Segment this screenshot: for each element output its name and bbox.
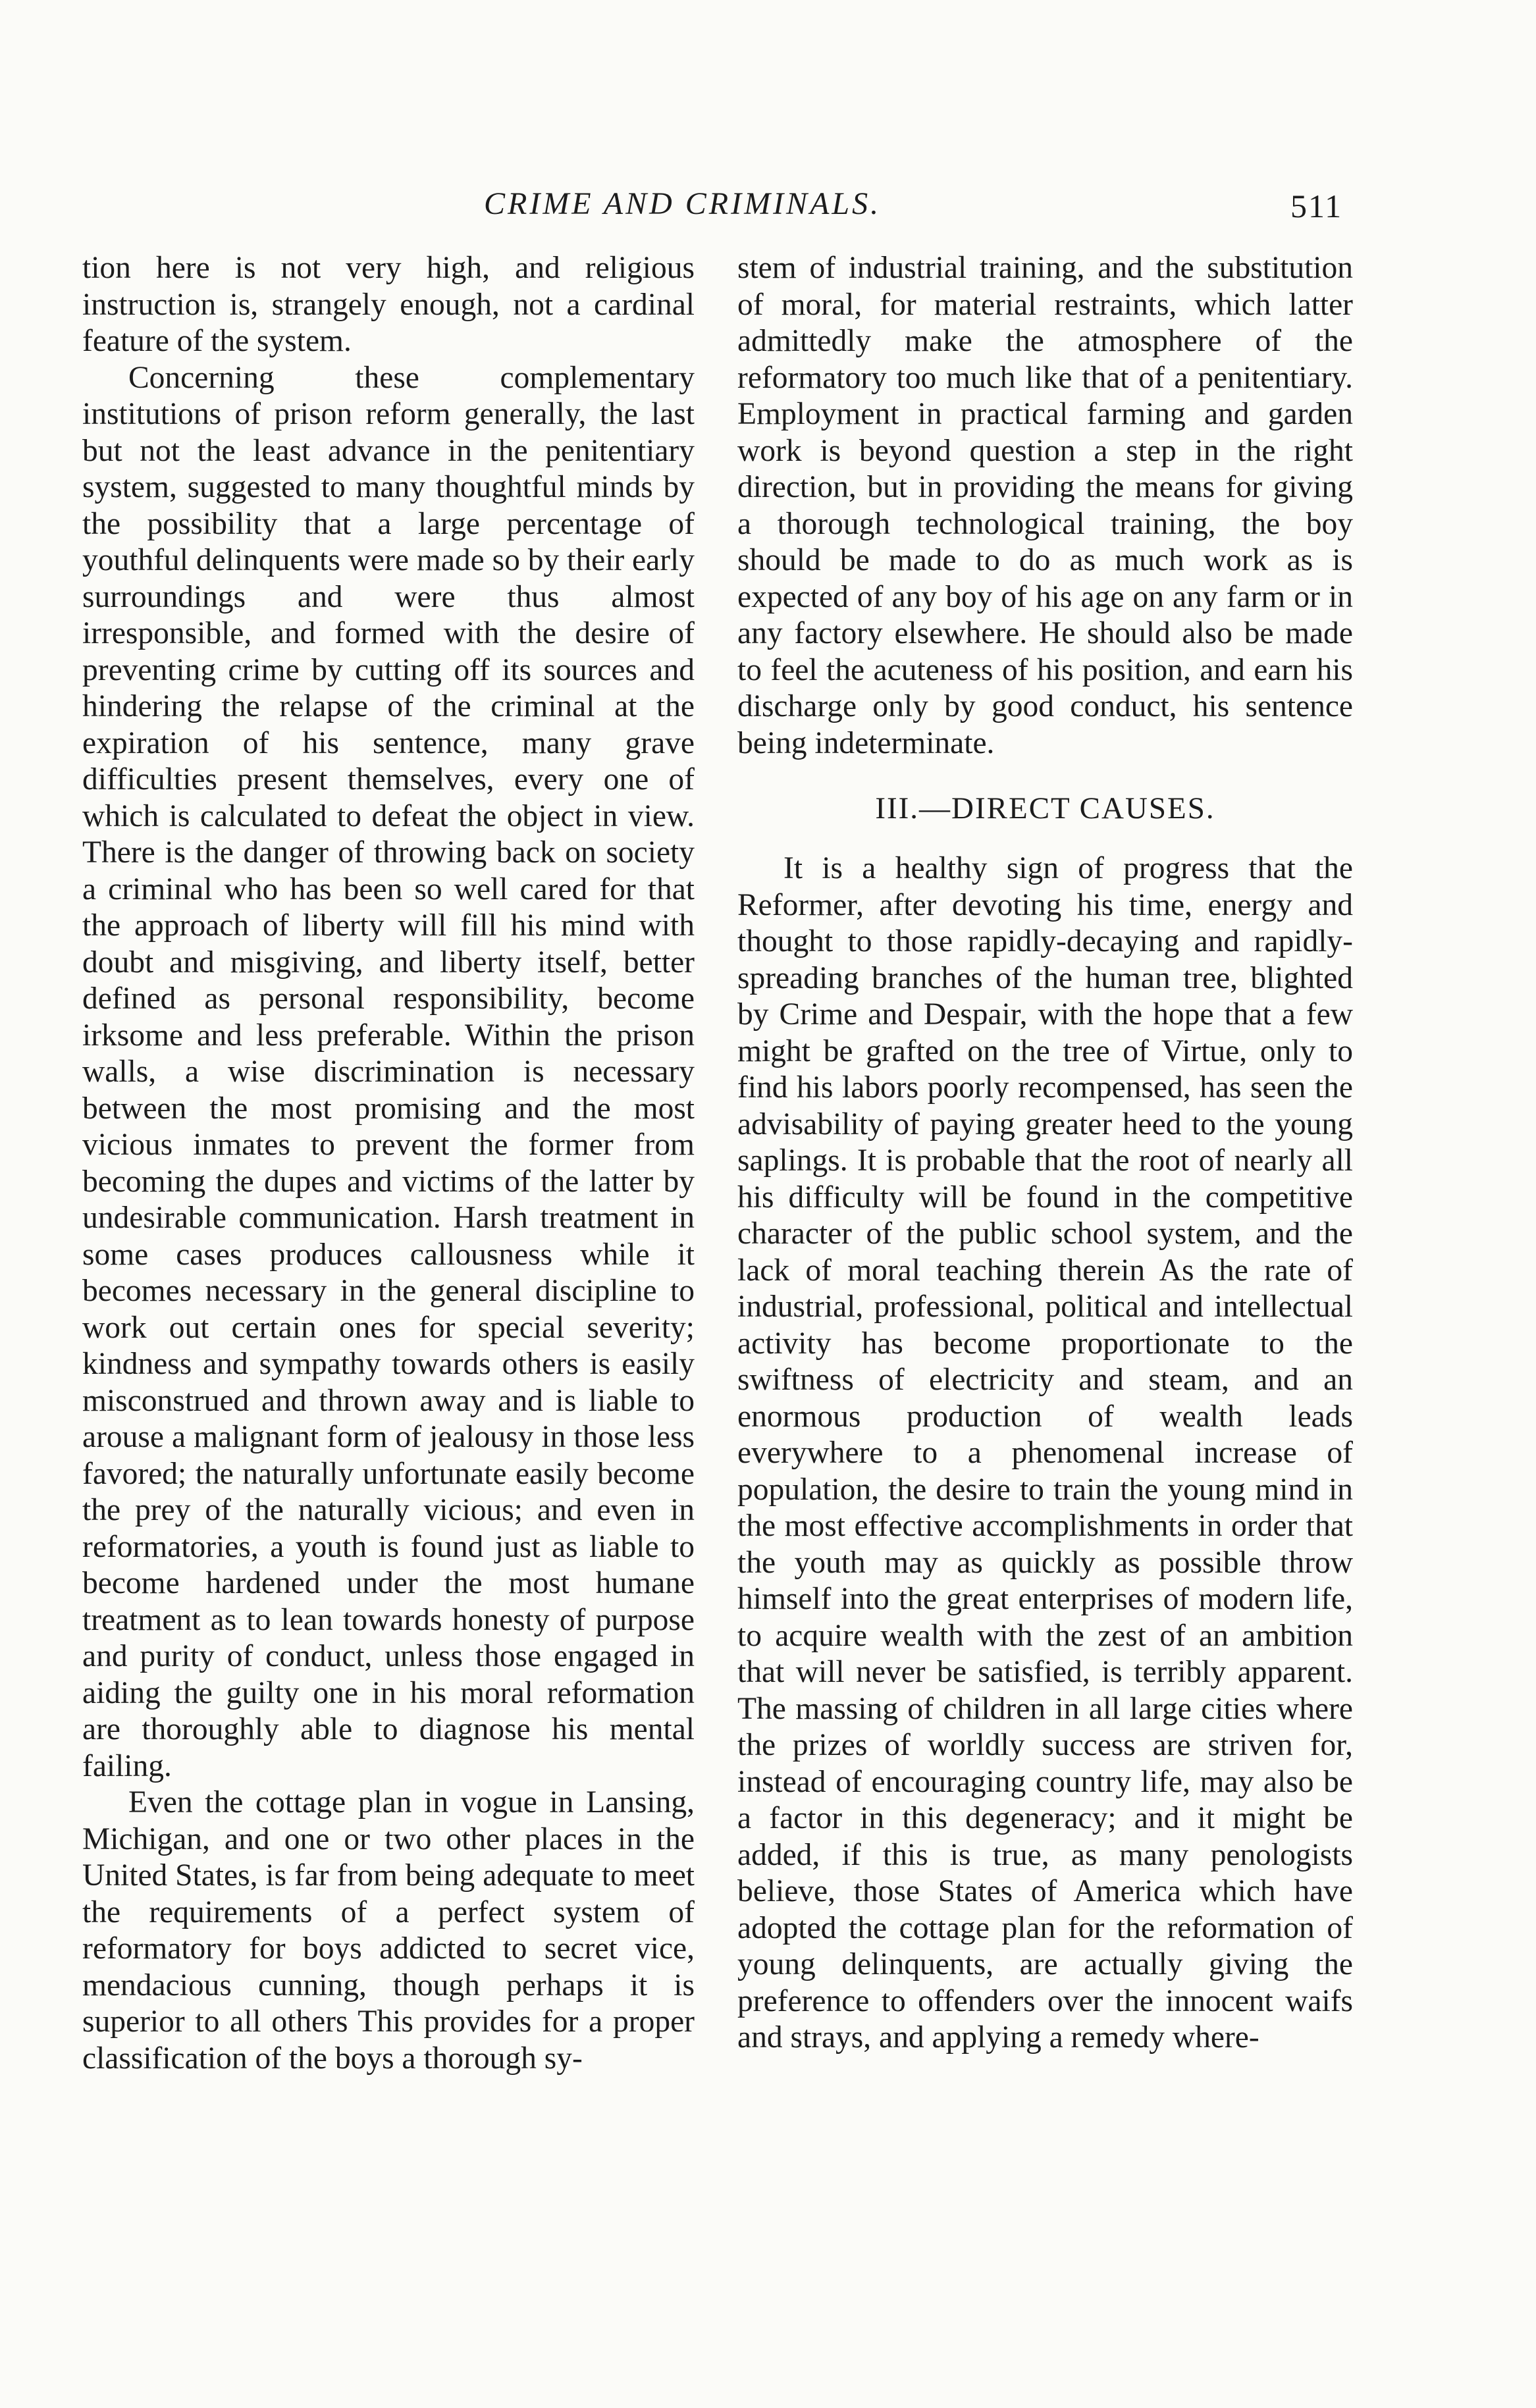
paragraph: Concerning these complementary institutions of prison reform generally, the last but not the least advance in the penitentiary system, suggested to many thoughtful minds by the possibility that a large percentage of youthful delinquents were made so by their early surroundings and were thus almost irresponsible, and formed with the desire of preventing crime by cutting off its sources and hindering the relapse of the criminal at the expiration of his sentence, many grave difficulties present themselves, every one of which is calculated to defeat the object in view. There is the danger of throwing back on society a criminal who has been so well cared for that the approach of liberty will fill his mind with doubt and misgiving, and liberty itself, better defined as personal responsibility, become irksome and less preferable. Within the prison walls, a wise discrimination is necessary between the most promising and the most vicious inmates to prevent the former from becoming the dupes and victims of the latter by undesirable communication. Harsh treatment in some cases produces callousness while it becomes necessary in the general discipline to work out certain ones for special severity; kindness and sympathy towards others is easily misconstrued and thrown away and is liable to arouse a malignant form of jealousy in those less favored; the naturally unfortunate easily become the prey of the naturally vicious; and even in reformatories, a youth is found just as liable to become hardened under the most humane treatment as to lean towards honesty of purpose and purity of conduct, unless those engaged in aiding the guilty one in his moral reformation are thoroughly able to diagnose his mental failing. [82, 360, 695, 1783]
paragraph: tion here is not very high, and religious instruction is, strangely enough, not a cardinal feature of the system. [82, 251, 695, 358]
running-title: CRIME AND CRIMINALS. [484, 186, 882, 221]
page-number: 511 [1290, 188, 1343, 224]
paragraph: It is a healthy sign of progress that the Reformer, after devoting his time, energy and thought to those rapidly-decaying and rapidly-spreading branches of the human tree, blighted by Crime and Despair, with the hope that a few might be grafted on the tree of Virtue, only to find his labors poorly recompensed, has seen the advisability of paying greater heed to the young saplings. It is probable that the root of nearly all his difficulty will be found in the competitive character of the public school system, and the lack of moral teaching therein As the rate of industrial, professional, political and intellectual activity has become proportionate to the swiftness of electricity and steam, and an enormous production of wealth leads everywhere to a phenomenal increase of population, the desire to train the young mind in the most effective accomplishments in order that the youth may as quickly as possible throw himself into the great enterprises of modern life, to acquire wealth with the zest of an ambition that will never be satisfied, is terribly apparent. The massing of children in all large cities where the prizes of worldly success are striven for, instead of encouraging country life, may also be a factor in this degeneracy; and it might be added, if this is true, as many penologists believe, those States of America which have adopted the cottage plan for the reformation of young delinquents, are actually giving the preference to offenders over the innocent waifs and strays, and applying a remedy where- [737, 851, 1353, 2055]
section-heading: III.—DIRECT CAUSES. [875, 791, 1215, 825]
right-column [737, 250, 1353, 2056]
paragraph: Even the cottage plan in vogue in Lansing, Michigan, and one or two other places in the United States, is far from being adequate to meet the requirements of a perfect system of reformatory for boys addicted to secret vice, mendacious cunning, though perhaps it is superior to all others This provides for a proper classification of the boys a thorough sy- [82, 1785, 695, 2076]
paragraph: stem of industrial training, and the substitution of moral, for material restraints, which latter admittedly make the atmosphere of the reformatory too much like that of a penitentiary. Employment in practical farming and garden work is beyond question a step in the right direction, but in providing the means for giving a thorough technological training, the boy should be made to do as much work as is expected of any boy of his age on any farm or in any factory elsewhere. He should also be made to feel the acuteness of his position, and earn his discharge only by good conduct, his sentence being indeterminate. [737, 251, 1353, 760]
left-column [82, 250, 695, 2077]
